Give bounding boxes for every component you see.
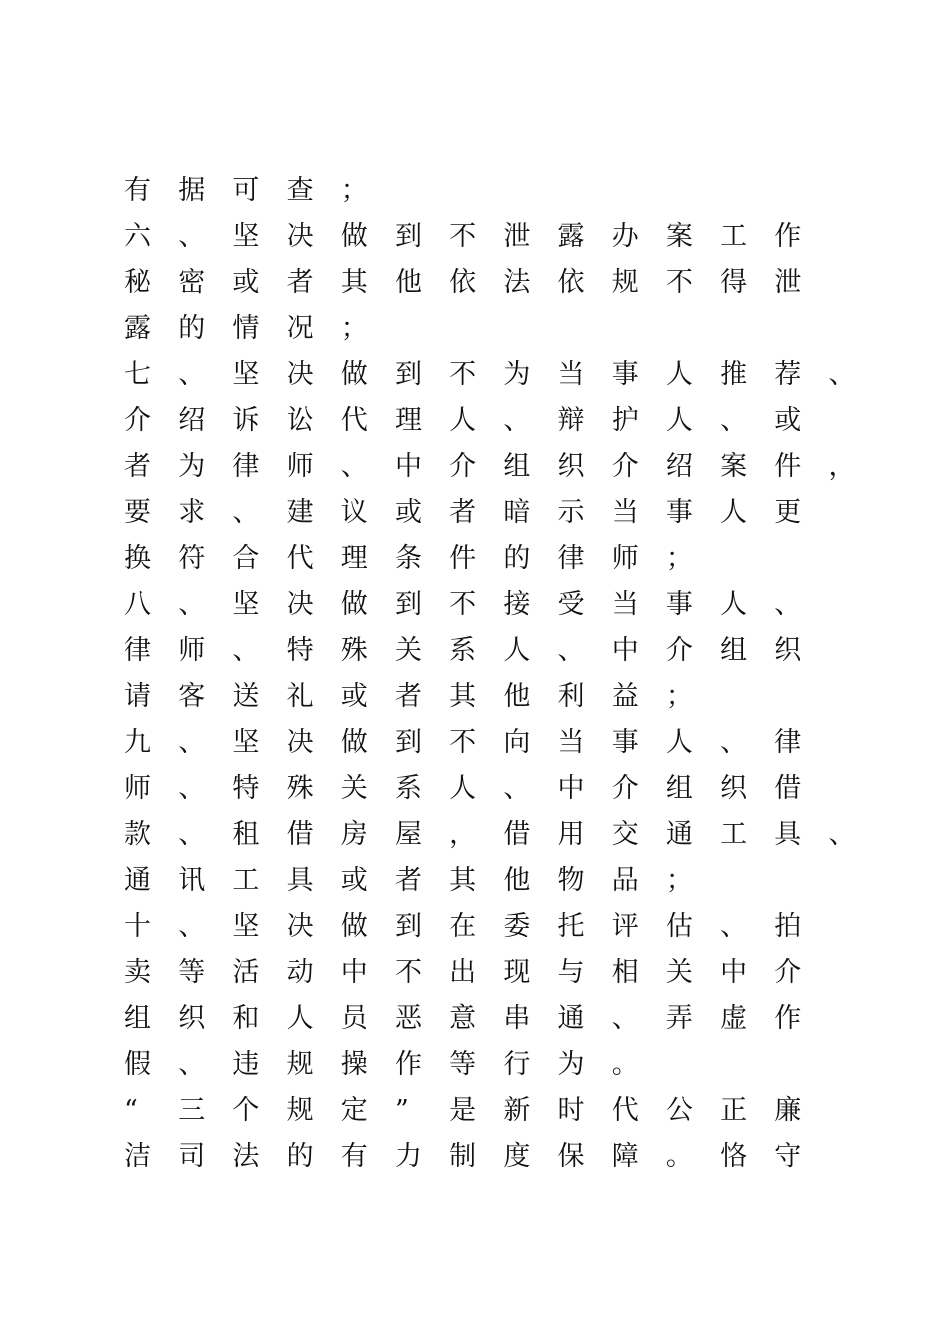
text-char: “: [124, 1095, 138, 1126]
text-char: 、: [340, 451, 368, 482]
text-char: 交: [611, 819, 639, 850]
text-char: 作: [774, 221, 802, 252]
text-char: 织: [178, 1003, 206, 1034]
text-line: [124, 950, 884, 996]
text-line: [124, 398, 884, 444]
text-line: [124, 766, 884, 812]
text-char: 恪: [720, 1141, 748, 1172]
text-char: 更: [774, 497, 802, 528]
text-line: [124, 490, 884, 536]
text-char: 、: [232, 497, 260, 528]
text-char: 的: [178, 313, 206, 344]
text-char: 个: [232, 1095, 260, 1126]
text-char: 组: [665, 773, 693, 804]
text-char: 屋: [394, 819, 422, 850]
text-char: 估: [665, 911, 693, 942]
text-char: 求: [178, 497, 206, 528]
text-char: 人: [286, 1003, 314, 1034]
text-char: 人: [720, 589, 748, 620]
text-char: 事: [611, 359, 639, 390]
text-char: 、: [720, 405, 748, 436]
text-char: 正: [720, 1095, 748, 1126]
text-char: 法: [232, 1141, 260, 1172]
text-line: [124, 536, 884, 582]
text-char: 介: [665, 635, 693, 666]
text-char: 代: [340, 405, 368, 436]
text-char: 、: [178, 911, 206, 942]
text-char: 关: [665, 957, 693, 988]
text-char: 作: [774, 1003, 802, 1034]
text-char: 介: [611, 773, 639, 804]
text-char: 制: [449, 1141, 477, 1172]
text-char: 代: [611, 1095, 639, 1126]
text-char: ；: [340, 313, 368, 344]
text-char: 作: [394, 1049, 422, 1080]
text-char: 障: [611, 1141, 639, 1172]
text-char: 事: [665, 497, 693, 528]
text-char: 理: [394, 405, 422, 436]
text-char: 坚: [232, 359, 260, 390]
text-char: 案: [665, 221, 693, 252]
text-char: 房: [340, 819, 368, 850]
text-char: 客: [178, 681, 206, 712]
text-char: 诉: [232, 405, 260, 436]
text-char: 介: [449, 451, 477, 482]
text-char: 暗: [503, 497, 531, 528]
text-char: 当: [611, 589, 639, 620]
text-char: 工: [720, 819, 748, 850]
text-char: 决: [286, 911, 314, 942]
text-char: 条: [394, 543, 422, 574]
text-char: 到: [394, 221, 422, 252]
text-char: 现: [503, 957, 531, 988]
text-char: 新: [503, 1095, 531, 1126]
text-char: 人: [665, 727, 693, 758]
text-char: 送: [232, 681, 260, 712]
text-char: 办: [611, 221, 639, 252]
text-char: 坚: [232, 911, 260, 942]
text-char: 和: [232, 1003, 260, 1034]
text-char: 件: [449, 543, 477, 574]
text-char: 当: [557, 359, 585, 390]
text-char: 、: [503, 405, 531, 436]
text-char: 师: [611, 543, 639, 574]
text-char: 推: [720, 359, 748, 390]
text-char: 委: [503, 911, 531, 942]
text-char: 到: [394, 359, 422, 390]
text-char: 有: [124, 175, 151, 206]
text-char: 款: [124, 819, 151, 850]
text-char: 或: [774, 405, 802, 436]
text-line: [124, 996, 884, 1042]
text-char: 师: [178, 635, 206, 666]
text-char: 不: [665, 267, 693, 298]
text-char: 人: [665, 359, 693, 390]
text-char: 在: [449, 911, 477, 942]
text-char: 卖: [124, 957, 151, 988]
text-char: 者: [124, 451, 151, 482]
text-char: 律: [557, 543, 585, 574]
text-char: 做: [340, 727, 368, 758]
text-char: 公: [665, 1095, 693, 1126]
text-char: 织: [557, 451, 585, 482]
text-char: 依: [557, 267, 585, 298]
text-char: 系: [394, 773, 422, 804]
text-char: 情: [232, 313, 260, 344]
text-char: 介: [124, 405, 151, 436]
text-char: 具: [774, 819, 802, 850]
text-char: 人: [449, 405, 477, 436]
text-char: 做: [340, 911, 368, 942]
text-char: 恶: [394, 1003, 422, 1034]
text-char: 相: [611, 957, 639, 988]
text-char: 决: [286, 221, 314, 252]
text-char: 中: [611, 635, 639, 666]
text-char: 密: [178, 267, 206, 298]
text-char: 不: [394, 957, 422, 988]
text-char: 泄: [774, 267, 802, 298]
text-char: 租: [232, 819, 260, 850]
text-char: 借: [774, 773, 802, 804]
text-line: [124, 904, 884, 950]
text-char: 工: [232, 865, 260, 896]
text-char: 、: [178, 359, 206, 390]
text-char: 中: [394, 451, 422, 482]
text-char: 他: [503, 681, 531, 712]
text-char: 、: [557, 635, 585, 666]
text-char: 律: [232, 451, 260, 482]
text-char: 殊: [286, 773, 314, 804]
text-char: ；: [665, 681, 693, 712]
text-char: 。: [611, 1049, 639, 1080]
text-char: 、: [178, 221, 206, 252]
text-char: 为: [178, 451, 206, 482]
text-line: [124, 444, 884, 490]
text-char: 用: [557, 819, 585, 850]
text-char: 具: [286, 865, 314, 896]
text-char: 其: [449, 865, 477, 896]
text-char: 请: [124, 681, 151, 712]
text-char: 有: [340, 1141, 368, 1172]
text-char: 织: [774, 635, 802, 666]
text-char: 洁: [124, 1141, 151, 1172]
text-char: 托: [557, 911, 585, 942]
text-char: 议: [340, 497, 368, 528]
text-char: 人: [665, 405, 693, 436]
text-char: 事: [611, 727, 639, 758]
text-char: 泄: [503, 221, 531, 252]
text-line: [124, 1088, 884, 1134]
text-char: 、: [503, 773, 531, 804]
text-char: 七: [124, 359, 151, 390]
text-char: 、: [828, 359, 856, 390]
text-char: 到: [394, 589, 422, 620]
text-char: 件: [774, 451, 802, 482]
text-char: 度: [503, 1141, 531, 1172]
text-char: 绍: [178, 405, 206, 436]
text-char: 规: [286, 1049, 314, 1080]
text-char: 串: [503, 1003, 531, 1034]
text-char: 行: [503, 1049, 531, 1080]
text-line: [124, 168, 884, 214]
text-char: 工: [720, 221, 748, 252]
text-char: 八: [124, 589, 151, 620]
text-char: 人: [503, 635, 531, 666]
text-char: 换: [124, 543, 151, 574]
text-line: [124, 720, 884, 766]
text-char: 接: [503, 589, 531, 620]
text-line: [124, 1042, 884, 1088]
text-char: ，: [449, 819, 477, 850]
text-char: 不: [449, 359, 477, 390]
text-char: 中: [720, 957, 748, 988]
text-char: 据: [178, 175, 206, 206]
text-char: 介: [611, 451, 639, 482]
text-char: 动: [286, 957, 314, 988]
text-char: 力: [394, 1141, 422, 1172]
text-char: 或: [340, 681, 368, 712]
text-char: 符: [178, 543, 206, 574]
text-char: 的: [286, 1141, 314, 1172]
text-char: 坚: [232, 221, 260, 252]
text-char: 弄: [665, 1003, 693, 1034]
text-char: 的: [503, 543, 531, 574]
text-char: 、: [611, 1003, 639, 1034]
text-char: 特: [232, 773, 260, 804]
text-char: 护: [611, 405, 639, 436]
text-line: [124, 582, 884, 628]
text-char: 等: [178, 957, 206, 988]
text-char: 定: [340, 1095, 368, 1126]
text-char: ，: [828, 451, 856, 482]
text-char: 律: [774, 727, 802, 758]
text-char: 三: [178, 1095, 206, 1126]
text-line: [124, 214, 884, 260]
text-char: 、: [178, 1049, 206, 1080]
text-char: 依: [449, 267, 477, 298]
text-char: 品: [611, 865, 639, 896]
text-char: 益: [611, 681, 639, 712]
text-char: 殊: [340, 635, 368, 666]
text-char: 荐: [774, 359, 802, 390]
text-char: 者: [449, 497, 477, 528]
text-char: 评: [611, 911, 639, 942]
text-char: 其: [449, 681, 477, 712]
text-char: 师: [286, 451, 314, 482]
text-char: 查: [286, 175, 314, 206]
text-char: 可: [232, 175, 260, 206]
text-char: 操: [340, 1049, 368, 1080]
text-char: 。: [665, 1141, 693, 1172]
text-char: 向: [503, 727, 531, 758]
text-char: 律: [124, 635, 151, 666]
text-line: [124, 352, 884, 398]
text-line: [124, 260, 884, 306]
text-char: 、: [774, 589, 802, 620]
text-char: 为: [503, 359, 531, 390]
text-char: 到: [394, 727, 422, 758]
text-char: 违: [232, 1049, 260, 1080]
text-char: 六: [124, 221, 151, 252]
text-char: 决: [286, 359, 314, 390]
text-char: 特: [286, 635, 314, 666]
text-char: 中: [340, 957, 368, 988]
text-char: 做: [340, 221, 368, 252]
text-char: 讼: [286, 405, 314, 436]
text-char: 其: [340, 267, 368, 298]
text-char: 理: [340, 543, 368, 574]
text-char: 假: [124, 1049, 151, 1080]
text-line: [124, 628, 884, 674]
text-char: 者: [286, 267, 314, 298]
text-char: 、: [828, 819, 856, 850]
text-char: ；: [665, 543, 693, 574]
text-char: 到: [394, 911, 422, 942]
text-char: 者: [394, 681, 422, 712]
text-char: 关: [394, 635, 422, 666]
text-char: 或: [394, 497, 422, 528]
text-char: 不: [449, 727, 477, 758]
text-char: 合: [232, 543, 260, 574]
text-char: 不: [449, 221, 477, 252]
text-char: 、: [178, 773, 206, 804]
text-char: 要: [124, 497, 151, 528]
text-char: 礼: [286, 681, 314, 712]
text-char: 活: [232, 957, 260, 988]
text-char: 借: [503, 819, 531, 850]
text-char: 等: [449, 1049, 477, 1080]
text-char: 物: [557, 865, 585, 896]
text-char: 或: [340, 865, 368, 896]
text-char: 案: [720, 451, 748, 482]
text-char: ；: [340, 175, 368, 206]
text-char: 当: [611, 497, 639, 528]
text-char: 、: [178, 589, 206, 620]
text-char: ”: [394, 1095, 409, 1126]
text-char: 坚: [232, 727, 260, 758]
text-char: 时: [557, 1095, 585, 1126]
text-char: 辩: [557, 405, 585, 436]
text-char: 况: [286, 313, 314, 344]
text-char: 师: [124, 773, 151, 804]
text-char: 做: [340, 589, 368, 620]
text-char: 九: [124, 727, 151, 758]
text-char: 司: [178, 1141, 206, 1172]
text-char: 或: [232, 267, 260, 298]
text-char: 绍: [665, 451, 693, 482]
text-char: 坚: [232, 589, 260, 620]
text-char: 、: [178, 727, 206, 758]
text-char: 人: [449, 773, 477, 804]
text-char: 做: [340, 359, 368, 390]
text-char: 决: [286, 589, 314, 620]
text-char: 组: [720, 635, 748, 666]
text-char: 、: [720, 911, 748, 942]
text-line: [124, 306, 884, 352]
text-char: 介: [774, 957, 802, 988]
text-char: 出: [449, 957, 477, 988]
text-char: 组: [124, 1003, 151, 1034]
text-char: 人: [720, 497, 748, 528]
text-char: 组: [503, 451, 531, 482]
text-char: 虚: [720, 1003, 748, 1034]
text-char: 事: [665, 589, 693, 620]
body-text: [124, 168, 884, 1180]
text-char: 当: [557, 727, 585, 758]
text-char: 、: [720, 727, 748, 758]
text-char: 意: [449, 1003, 477, 1034]
text-char: 秘: [124, 267, 151, 298]
text-char: 受: [557, 589, 585, 620]
text-char: 代: [286, 543, 314, 574]
text-char: 关: [340, 773, 368, 804]
text-char: 规: [611, 267, 639, 298]
text-char: 他: [394, 267, 422, 298]
text-line: [124, 858, 884, 904]
text-char: 他: [503, 865, 531, 896]
text-line: [124, 1134, 884, 1180]
text-char: 建: [286, 497, 314, 528]
text-char: 中: [557, 773, 585, 804]
text-char: 廉: [774, 1095, 802, 1126]
text-char: 保: [557, 1141, 585, 1172]
text-char: 是: [449, 1095, 477, 1126]
text-line: [124, 674, 884, 720]
text-char: 织: [720, 773, 748, 804]
text-char: 守: [774, 1141, 802, 1172]
text-char: 得: [720, 267, 748, 298]
text-char: 露: [124, 313, 151, 344]
text-char: 员: [340, 1003, 368, 1034]
text-char: 法: [503, 267, 531, 298]
text-char: 通: [557, 1003, 585, 1034]
text-char: ；: [665, 865, 693, 896]
text-char: 露: [557, 221, 585, 252]
text-char: 十: [124, 911, 151, 942]
text-char: 讯: [178, 865, 206, 896]
text-char: 、: [232, 635, 260, 666]
text-char: 通: [665, 819, 693, 850]
text-char: 者: [394, 865, 422, 896]
text-char: 规: [286, 1095, 314, 1126]
text-char: 借: [286, 819, 314, 850]
text-char: 、: [178, 819, 206, 850]
text-char: 拍: [774, 911, 802, 942]
text-char: 系: [449, 635, 477, 666]
text-char: 通: [124, 865, 151, 896]
text-char: 为: [557, 1049, 585, 1080]
text-char: 决: [286, 727, 314, 758]
text-char: 利: [557, 681, 585, 712]
text-char: 示: [557, 497, 585, 528]
text-line: [124, 812, 884, 858]
text-char: 与: [557, 957, 585, 988]
text-char: 不: [449, 589, 477, 620]
